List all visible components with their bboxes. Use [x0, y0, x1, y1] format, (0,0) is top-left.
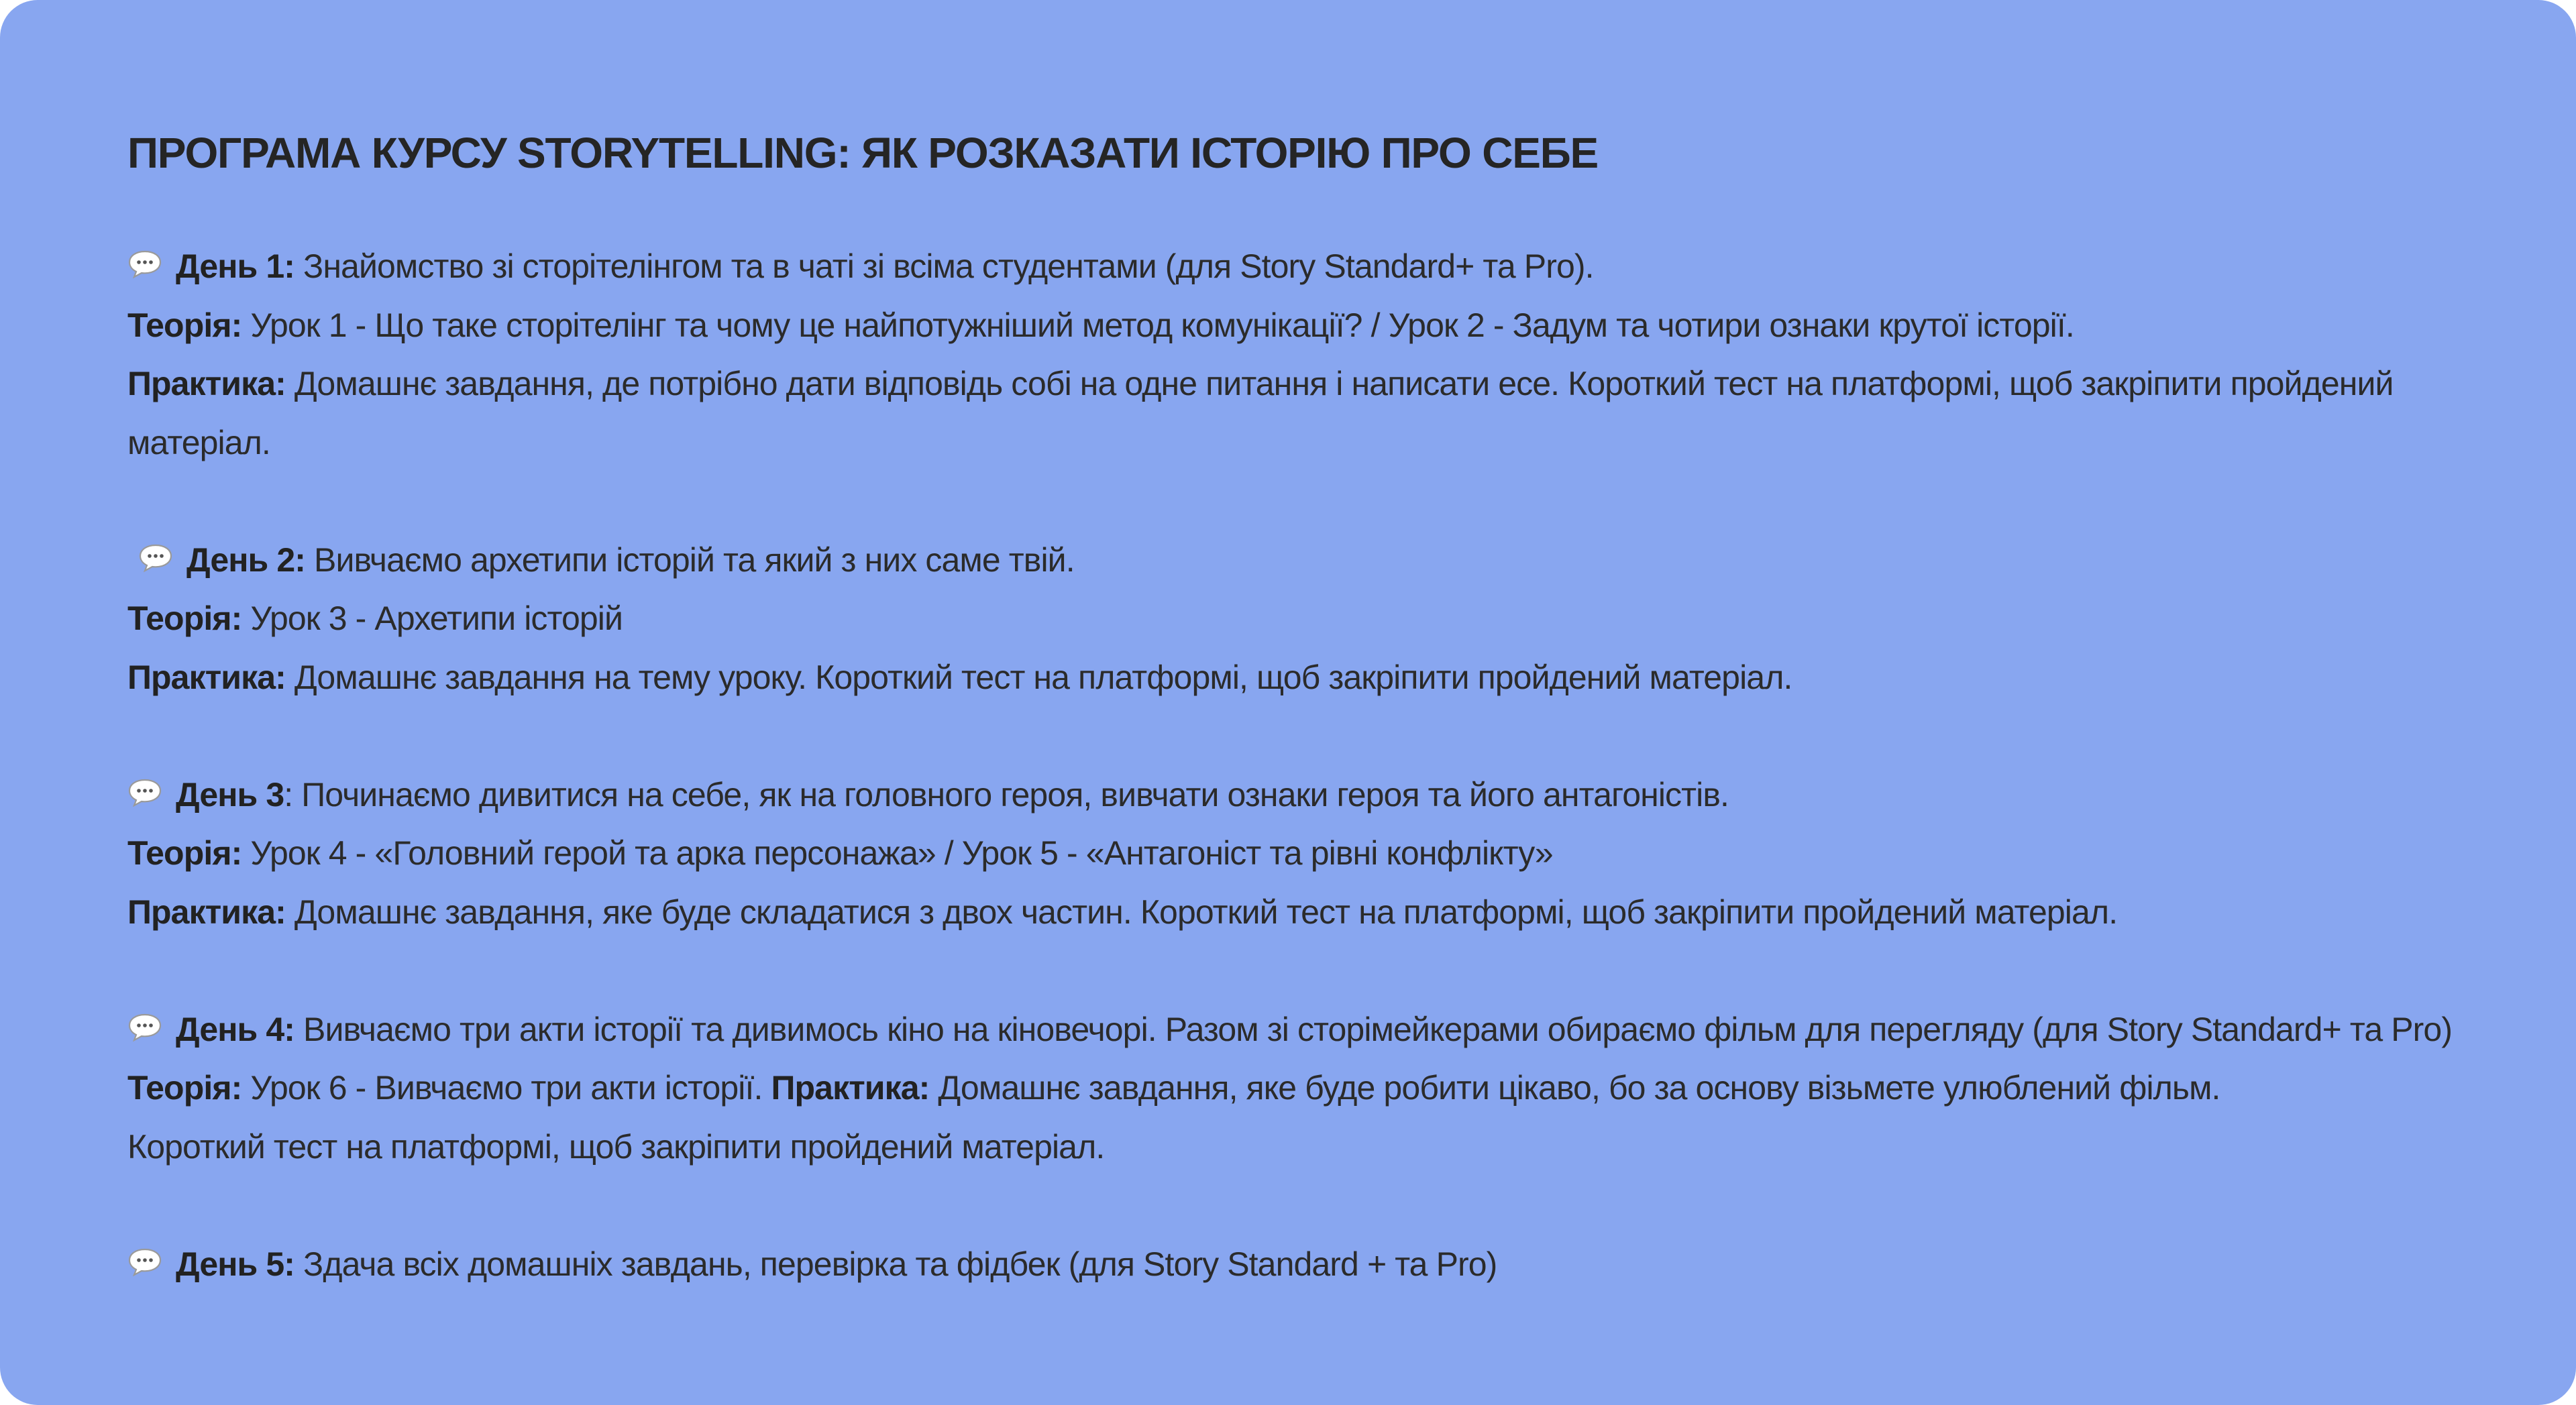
day-2-heading [127, 531, 2449, 590]
day-3-label: День 3 [176, 775, 284, 813]
day-1-text: Знайомство зі сторітелінгом та в чаті зі всіма студентами (для Story Standard+ та Pro). [294, 247, 1594, 285]
day-1-practice-cont: матеріал. [127, 423, 270, 461]
day-3-heading [127, 766, 2449, 825]
practice-text: Домашнє завдання, яке буде складатися з двох частин. Короткий тест на платформі, щоб закріпити пройдений матеріал. [285, 893, 2118, 931]
day-4-label: День 4: [176, 1010, 295, 1048]
day-1-heading [127, 237, 2449, 296]
practice-text: Домашнє завдання, де потрібно дати відповідь собі на одне питання і написати есе. Короткий тест на платформі, щоб закріпити пройдений [285, 365, 2394, 402]
practice-text: Домашнє завдання, яке буде робити цікаво, бо за основу візьмете улюблений фільм. [929, 1069, 2220, 1107]
day-2-text: Вивчаємо архетипи історій та який з них саме твій. [305, 541, 1075, 579]
day-2-label: День 2: [186, 541, 306, 579]
day-1-theory [127, 296, 2449, 355]
theory-text: Урок 3 - Архетипи історій [241, 600, 623, 637]
day-1-label: День 1: [176, 247, 295, 285]
day-5-heading [127, 1235, 2449, 1294]
day-4-heading [127, 1001, 2453, 1060]
speech-bubble-icon [127, 1247, 162, 1277]
day-5-text: Здача всіх домашніх завдань, перевірка та фідбек (для Story Standard + та Pro) [294, 1245, 1497, 1283]
day-3-theory [127, 824, 2449, 883]
day-2-theory [127, 589, 2449, 649]
theory-label: Теорія: [127, 600, 242, 637]
day-4-theory-practice [127, 1059, 2449, 1118]
program-body [127, 237, 2453, 1294]
day-3-practice [127, 883, 2449, 942]
speech-bubble-icon [127, 249, 162, 279]
page-title: ПРОГРАМА КУРСУ STORYTELLING: ЯК РОЗКАЗАТИ ІСТОРІЮ ПРО СЕБЕ [127, 129, 1598, 177]
theory-label: Теорія: [127, 1069, 242, 1107]
theory-label: Теорія: [127, 834, 242, 872]
theory-text: Урок 6 - Вивчаємо три акти історії. [241, 1069, 771, 1107]
practice-label: Практика: [127, 658, 286, 696]
theory-text: Урок 4 - «Головний герой та арка персонажа» / Урок 5 - «Антагоніст та рівні конфлікту» [241, 834, 1553, 872]
theory-label: Теорія: [127, 306, 242, 344]
day-4-practice-cont: Короткий тест на платформі, щоб закріпити пройдений матеріал. [127, 1127, 1105, 1166]
practice-label: Практика: [771, 1069, 930, 1107]
speech-bubble-icon [138, 543, 173, 573]
practice-label: Практика: [127, 365, 286, 402]
day-5-label: День 5: [176, 1245, 295, 1283]
theory-text: Урок 1 - Що таке сторітелінг та чому це найпотужніший метод комунікації? / Урок 2 - Задум та чотири ознаки крутої історії. [241, 306, 2074, 344]
day-2-practice [127, 649, 2449, 708]
speech-bubble-icon [127, 1013, 162, 1042]
speech-bubble-icon [127, 778, 162, 807]
practice-text: Домашнє завдання на тему уроку. Короткий тест на платформі, щоб закріпити пройдений матеріал. [285, 658, 1792, 696]
day-3-text: : Починаємо дивитися на себе, як на головного героя, вивчати ознаки героя та його антагоністів. [284, 775, 1729, 813]
day-1-practice [127, 355, 2449, 414]
practice-label: Практика: [127, 893, 286, 931]
day-4-text: Вивчаємо три акти історії та дивимось кіно на кіновечорі. Разом зі сторімейкерами обираємо фільм для перегляду (для Story Standard+ та Pro) [294, 1010, 2453, 1048]
